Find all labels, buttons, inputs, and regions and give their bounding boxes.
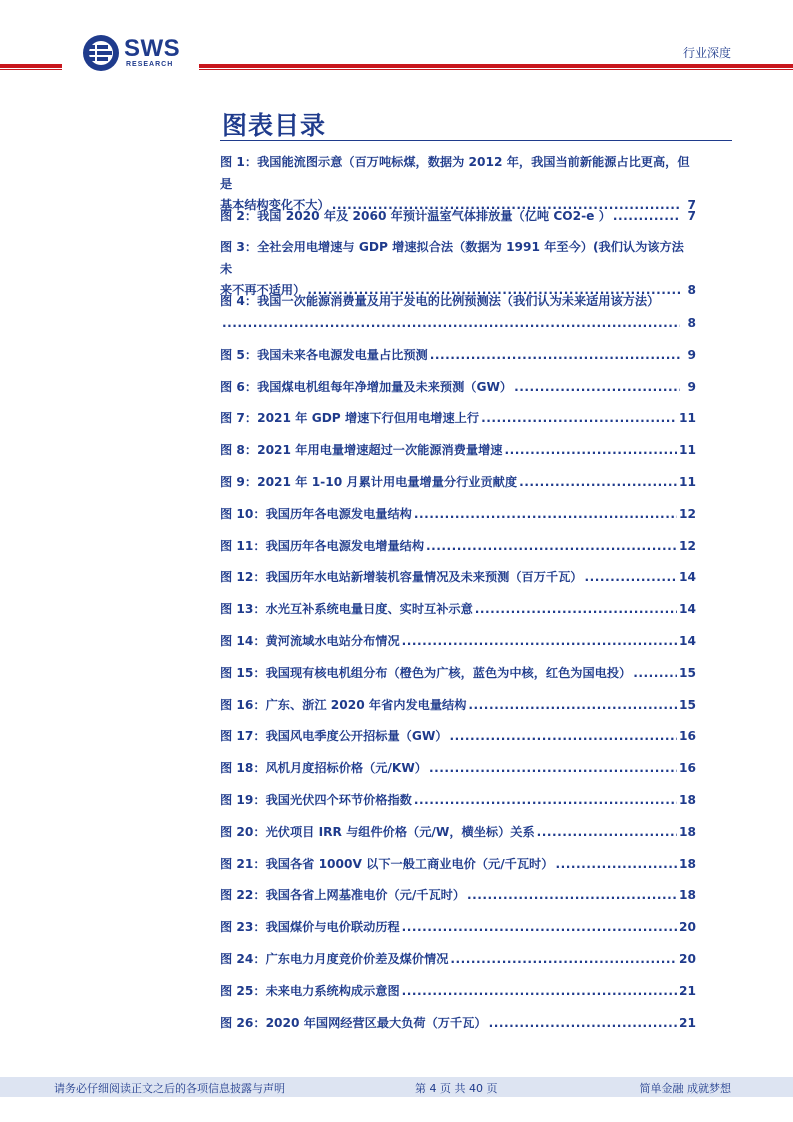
toc-entry-fig20[interactable] — [220, 822, 696, 844]
toc-page-number: 18 — [679, 856, 696, 871]
toc-entry-text: 图 18：风机月度招标价格（元/KW） — [220, 761, 427, 776]
toc-entry-fig2[interactable] — [220, 206, 696, 228]
page-footer — [0, 1077, 793, 1097]
toc-page-number: 12 — [679, 506, 696, 521]
toc-entry-fig1[interactable] — [220, 152, 696, 212]
toc-entry-text: 图 17：我国风电季度公开招标量（GW） — [220, 729, 448, 744]
leader-dots — [481, 408, 677, 430]
toc-page-number: 14 — [679, 634, 696, 649]
leader-dots — [402, 981, 677, 1003]
toc-page-number: 7 — [687, 208, 696, 223]
toc-page-number: 11 — [679, 443, 696, 458]
toc-entry-text: 图 21：我国各省 1000V 以下一般工商业电价（元/千瓦时） — [220, 856, 554, 871]
header-rule-right — [199, 64, 793, 71]
toc-entry-fig11[interactable] — [220, 536, 696, 558]
toc-page-number: 16 — [679, 729, 696, 744]
toc-page-number: 18 — [679, 888, 696, 903]
toc-entry-fig17[interactable] — [220, 726, 696, 748]
toc-entry-text: 图 12：我国历年水电站新增装机容量情况及未来预测（百万千瓦） — [220, 570, 583, 585]
toc-page-number: 20 — [679, 920, 696, 935]
toc-page-number: 16 — [679, 761, 696, 776]
toc-entry-fig21[interactable] — [220, 854, 696, 876]
toc-entry-fig10[interactable] — [220, 504, 696, 526]
logo-subtext: RESEARCH — [126, 61, 174, 68]
toc-entry-text: 图 19：我国光伏四个环节价格指数 — [220, 793, 412, 808]
sws-logo-icon — [82, 34, 120, 72]
toc-entry-text: 图 5：我国未来各电源发电量占比预测 — [220, 347, 428, 362]
toc-page-number: 14 — [679, 570, 696, 585]
toc-entry-fig18[interactable] — [220, 758, 696, 780]
leader-dots — [467, 885, 677, 907]
toc-entry-fig22[interactable] — [220, 885, 696, 907]
leader-dots — [475, 599, 677, 621]
toc-entry-fig24[interactable] — [220, 949, 696, 971]
toc-page-number: 7 — [687, 198, 696, 212]
toc-entry-text: 图 6：我国煤电机组每年净增加量及未来预测（GW） — [220, 379, 513, 394]
toc-entry-fig16[interactable] — [220, 695, 696, 717]
leader-dots — [514, 377, 680, 399]
toc-entry-fig15[interactable] — [220, 663, 696, 685]
toc-entry-text: 图 26：2020 年国网经营区最大负荷（万千瓦） — [220, 1015, 487, 1030]
toc-page-number: 8 — [687, 315, 696, 330]
leader-dots — [402, 631, 677, 653]
leader-dots — [426, 536, 677, 558]
toc-entry-text: 图 16：广东、浙江 2020 年省内发电量结构 — [220, 697, 467, 712]
toc-entry-text-cont: 基本结构变化不大） — [220, 198, 330, 212]
toc-page-number: 18 — [679, 824, 696, 839]
leader-dots — [222, 313, 680, 335]
footer-slogan: 简单金融 成就梦想 — [639, 1082, 731, 1095]
toc-entry-text: 图 24：广东电力月度竞价价差及煤价情况 — [220, 952, 449, 966]
toc-page-number: 11 — [679, 475, 696, 490]
toc-entry-fig5[interactable] — [220, 345, 696, 367]
toc-entry-text: 图 23：我国煤价与电价联动历程 — [220, 920, 400, 935]
toc-page-number: 21 — [679, 1015, 696, 1030]
header-rule-left — [0, 64, 62, 71]
leader-dots — [584, 567, 677, 589]
footer-disclaimer: 请务必仔细阅读正文之后的各项信息披露与声明 — [54, 1082, 285, 1095]
toc-entry-fig19[interactable] — [220, 790, 696, 812]
report-type-tag: 行业深度 — [682, 46, 731, 60]
toc-entry-fig25[interactable] — [220, 981, 696, 1003]
leader-dots — [429, 758, 677, 780]
toc-page-number: 12 — [679, 538, 696, 553]
toc-entry-text: 图 20：光伏项目 IRR 与组件价格（元/W，横坐标）关系 — [220, 824, 535, 839]
leader-dots — [414, 790, 677, 812]
footer-page-number: 第 4 页 共 40 页 — [415, 1082, 498, 1095]
leader-dots — [555, 854, 677, 876]
toc-page-number: 15 — [679, 665, 696, 680]
toc-entry-text: 图 13：水光互补系统电量日度、实时互补示意 — [220, 602, 473, 617]
figure-list — [220, 152, 696, 1044]
toc-entry-text: 图 10：我国历年各电源发电量结构 — [220, 506, 412, 521]
toc-entry-text: 图 2：我国 2020 年及 2060 年预计温室气体排放量（亿吨 CO2-e ） — [220, 208, 611, 223]
toc-entry-fig7[interactable] — [220, 408, 696, 430]
toc-entry-text: 图 8：2021 年用电量增速超过一次能源消费量增速 — [220, 443, 503, 458]
toc-entry-fig6[interactable] — [220, 377, 696, 399]
toc-entry-text: 图 7：2021 年 GDP 增速下行但用电增速上行 — [220, 411, 480, 426]
leader-dots — [537, 822, 677, 844]
leader-dots — [414, 504, 677, 526]
title-divider — [220, 140, 732, 141]
page-title: 图表目录 — [222, 111, 327, 140]
toc-entry-text: 图 3：全社会用电增速与 GDP 增速拟合法（数据为 1991 年至今）(我们认为该方法未 — [220, 240, 684, 276]
leader-dots — [449, 726, 677, 748]
toc-page-number: 9 — [687, 379, 696, 394]
toc-entry-fig23[interactable] — [220, 917, 696, 939]
toc-entry-text: 图 25：未来电力系统构成示意图 — [220, 983, 400, 998]
toc-entry-text: 图 1：我国能流图示意（百万吨标煤，数据为 2012 年，我国当前新能源占比更高，但是 — [220, 155, 690, 191]
leader-dots — [402, 917, 677, 939]
toc-entry-text: 图 9：2021 年 1-10 月累计用电量增量分行业贡献度 — [220, 475, 518, 490]
leader-dots — [430, 345, 680, 367]
toc-entry-fig3[interactable] — [220, 237, 696, 298]
toc-entry-fig13[interactable] — [220, 599, 696, 621]
toc-entry-text: 图 15：我国现有核电机组分布（橙色为广核，蓝色为中核，红色为国电投） — [220, 665, 632, 680]
toc-page-number: 20 — [679, 952, 696, 966]
toc-entry-fig8[interactable] — [220, 440, 696, 462]
toc-entry-text: 图 14：黄河流域水电站分布情况 — [220, 634, 400, 649]
toc-page-number: 15 — [679, 697, 696, 712]
toc-page-number: 9 — [687, 347, 696, 362]
toc-entry-fig9[interactable] — [220, 472, 696, 494]
leader-dots — [489, 1013, 677, 1035]
toc-entry-text: 图 22：我国各省上网基准电价（元/千瓦时） — [220, 888, 466, 903]
toc-entry-text: 图 4：我国一次能源消费量及用于发电的比例预测法（我们认为未来适用该方法） — [220, 294, 660, 309]
toc-entry-text: 图 11：我国历年各电源发电增量结构 — [220, 538, 425, 553]
leader-dots — [468, 695, 677, 717]
toc-page-number: 8 — [687, 283, 696, 298]
leader-dots — [633, 663, 677, 685]
toc-page-number: 11 — [679, 411, 696, 426]
leader-dots — [613, 206, 680, 228]
toc-entry-text-cont: 来不再不适用） — [220, 283, 306, 298]
toc-entry-fig12[interactable] — [220, 567, 696, 589]
toc-page-number: 18 — [679, 793, 696, 808]
sws-logo — [82, 34, 192, 72]
toc-entry-fig14[interactable] — [220, 631, 696, 653]
toc-page-number: 21 — [679, 983, 696, 998]
leader-dots — [519, 472, 677, 494]
logo-text: SWS — [124, 35, 181, 62]
toc-entry-fig4[interactable] — [220, 291, 696, 334]
toc-entry-fig26[interactable] — [220, 1013, 696, 1035]
leader-dots — [450, 949, 677, 971]
leader-dots — [504, 440, 677, 462]
toc-page-number: 14 — [679, 602, 696, 617]
